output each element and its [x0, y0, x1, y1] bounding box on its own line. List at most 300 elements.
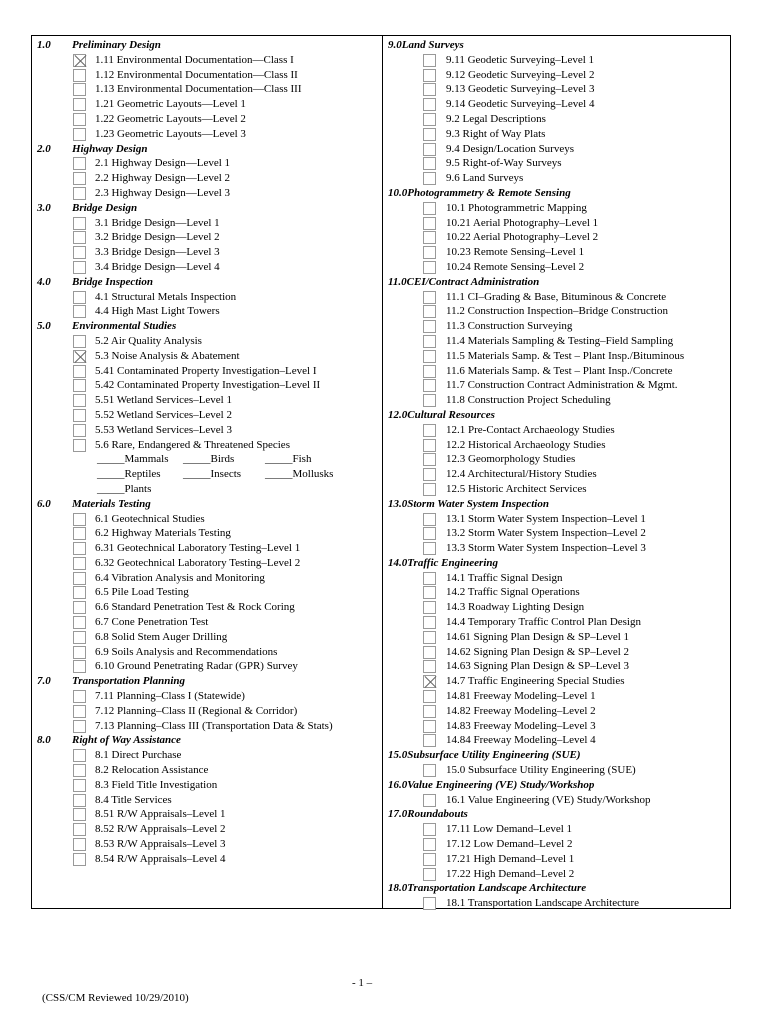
- checkbox-label: 11.6 Materials Samp. & Test – Plant Insp./Concrete: [446, 364, 673, 377]
- section-title: Traffic Engineering: [407, 556, 499, 569]
- section-number: 3.0: [37, 201, 51, 214]
- checkbox[interactable]: [73, 557, 86, 570]
- checkbox[interactable]: [73, 128, 86, 141]
- checkbox[interactable]: [73, 513, 86, 526]
- checkbox-label: 8.54 R/W Appraisals–Level 4: [95, 852, 226, 865]
- checkbox-label: 6.2 Highway Materials Testing: [95, 527, 231, 540]
- checkbox[interactable]: [423, 424, 436, 437]
- section-title: CEI/Contract Administration: [406, 275, 540, 288]
- checkbox[interactable]: [423, 320, 436, 333]
- section-heading: [37, 201, 377, 216]
- checkbox-label: 7.13 Planning–Class III (Transportation Data & Stats): [95, 719, 333, 732]
- checklist-item: [388, 393, 730, 408]
- checkbox[interactable]: [73, 542, 86, 555]
- checklist-item: [37, 97, 377, 112]
- column-divider: [382, 36, 383, 908]
- checklist-item: [37, 393, 377, 408]
- section-heading: [388, 748, 730, 763]
- checklist-item: [37, 230, 377, 245]
- checkbox[interactable]: [423, 690, 436, 703]
- checkbox[interactable]: [73, 749, 86, 762]
- checkbox-label: 11.7 Construction Contract Administration & Mgmt.: [446, 379, 678, 392]
- checkbox[interactable]: [423, 202, 436, 215]
- checkbox-label: 14.2 Traffic Signal Operations: [446, 586, 580, 599]
- species-blank-row: [37, 467, 377, 482]
- checklist-item: [388, 216, 730, 231]
- checkbox[interactable]: [423, 616, 436, 629]
- checklist-item: [37, 156, 377, 171]
- checkbox-label: 17.12 Low Demand–Level 2: [446, 838, 573, 851]
- checkbox[interactable]: [73, 157, 86, 170]
- section-title: Storm Water System Inspection: [407, 497, 549, 510]
- checkbox-label: 5.2 Air Quality Analysis: [95, 334, 202, 347]
- checklist-item: [37, 822, 377, 837]
- checkbox[interactable]: [423, 483, 436, 496]
- checkbox[interactable]: [73, 838, 86, 851]
- checkbox[interactable]: [73, 379, 86, 392]
- checkbox[interactable]: [73, 83, 86, 96]
- checkbox[interactable]: [423, 83, 436, 96]
- checkbox[interactable]: [73, 720, 86, 733]
- checklist-item: [37, 526, 377, 541]
- checkbox[interactable]: [423, 128, 436, 141]
- checkbox[interactable]: [423, 261, 436, 274]
- checkbox[interactable]: [73, 424, 86, 437]
- checkbox[interactable]: [73, 631, 86, 644]
- checklist-item: [388, 438, 730, 453]
- checklist-item: [37, 364, 377, 379]
- section-number: 15.0: [388, 749, 408, 762]
- checkbox[interactable]: [73, 187, 86, 200]
- checkbox[interactable]: [73, 705, 86, 718]
- checkbox-label: 11.2 Construction Inspection–Bridge Construction: [446, 305, 669, 318]
- checkbox-label: 7.11 Planning–Class I (Statewide): [95, 690, 245, 703]
- checklist-item: [37, 186, 377, 201]
- checkbox[interactable]: [73, 172, 86, 185]
- checklist-item: [37, 290, 377, 305]
- checkbox[interactable]: [73, 572, 86, 585]
- checkbox-label: 6.4 Vibration Analysis and Monitoring: [95, 571, 265, 584]
- review-note: (CSS/CM Reviewed 10/29/2010): [42, 992, 189, 1004]
- checkbox[interactable]: [423, 542, 436, 555]
- checklist-item: [388, 822, 730, 837]
- checkbox[interactable]: [73, 616, 86, 629]
- checkbox-label: 8.3 Field Title Investigation: [95, 778, 218, 791]
- checkbox[interactable]: [423, 98, 436, 111]
- checkbox-label: 15.0 Subsurface Utility Engineering (SUE): [446, 764, 636, 777]
- checkbox-label: 1.11 Environmental Documentation—Class I: [95, 53, 294, 66]
- checklist-item: [37, 689, 377, 704]
- checkbox[interactable]: [423, 527, 436, 540]
- checkbox-label: 18.1 Transportation Landscape Architecture: [446, 897, 640, 910]
- checkbox[interactable]: [73, 54, 86, 67]
- checkbox[interactable]: [73, 113, 86, 126]
- species-blank-field[interactable]: _____Birds: [183, 453, 235, 466]
- checkbox[interactable]: [73, 646, 86, 659]
- species-blank-field[interactable]: _____Reptiles: [97, 468, 161, 481]
- checkbox[interactable]: [73, 69, 86, 82]
- checklist-item: [37, 512, 377, 527]
- checkbox-label: 11.4 Materials Sampling & Testing–Field Sampling: [446, 334, 674, 347]
- section-number: 1.0: [37, 39, 51, 51]
- checkbox[interactable]: [423, 246, 436, 259]
- checkbox-label: 9.11 Geodetic Surveying–Level 1: [446, 53, 595, 66]
- checkbox[interactable]: [73, 365, 86, 378]
- checkbox[interactable]: [73, 98, 86, 111]
- species-blank-field[interactable]: _____Plants: [97, 482, 152, 495]
- checkbox-label: 1.13 Environmental Documentation—Class III: [95, 83, 302, 96]
- checkbox-label: 5.53 Wetland Services–Level 3: [95, 423, 232, 436]
- checkbox-label: 6.10 Ground Penetrating Radar (GPR) Survey: [95, 660, 298, 673]
- checkbox-label: 6.8 Solid Stem Auger Drilling: [95, 630, 228, 643]
- section-title: Subsurface Utility Engineering (SUE): [407, 749, 581, 762]
- checkbox-label: 9.14 Geodetic Surveying–Level 4: [446, 98, 595, 111]
- checkbox[interactable]: [423, 157, 436, 170]
- checkbox-label: 3.2 Bridge Design—Level 2: [95, 231, 220, 244]
- checkbox[interactable]: [423, 217, 436, 230]
- checklist-item: [37, 53, 377, 68]
- checkbox[interactable]: [423, 231, 436, 244]
- checkbox[interactable]: [423, 794, 436, 807]
- checkbox-label: 14.83 Freeway Modeling–Level 3: [446, 719, 596, 732]
- checklist-item: [388, 260, 730, 275]
- checkbox-label: 2.1 Highway Design—Level 1: [95, 157, 231, 170]
- checkbox-label: 9.4 Design/Location Surveys: [446, 142, 575, 155]
- checkbox[interactable]: [73, 527, 86, 540]
- checklist-item: [388, 82, 730, 97]
- checkbox-label: 17.22 High Demand–Level 2: [446, 867, 575, 880]
- checklist-item: [388, 467, 730, 482]
- checkbox[interactable]: [423, 113, 436, 126]
- checkbox[interactable]: [423, 675, 436, 688]
- checkbox[interactable]: [73, 808, 86, 821]
- checkbox-label: 11.3 Construction Surveying: [446, 320, 573, 333]
- checklist-item: [388, 837, 730, 852]
- checkbox[interactable]: [423, 350, 436, 363]
- section-number: 6.0: [37, 497, 51, 510]
- checklist-item: [37, 171, 377, 186]
- checkbox[interactable]: [423, 305, 436, 318]
- checklist-item: [37, 659, 377, 674]
- checkbox-label: 13.2 Storm Water System Inspection–Level 2: [446, 527, 646, 540]
- section-title: Right of Way Assistance: [72, 734, 181, 747]
- checklist-item: [388, 645, 730, 660]
- checkbox-label: 5.3 Noise Analysis & Abatement: [95, 349, 240, 362]
- checkbox-label: 17.11 Low Demand–Level 1: [446, 823, 573, 836]
- checkbox-label: 10.21 Aerial Photography–Level 1: [446, 216, 599, 229]
- checkbox[interactable]: [423, 897, 436, 910]
- checklist-item: [37, 112, 377, 127]
- checklist-item: [37, 837, 377, 852]
- checkbox[interactable]: [423, 291, 436, 304]
- checkbox-label: 6.1 Geotechnical Studies: [95, 512, 205, 525]
- section-title: Environmental Studies: [72, 320, 177, 333]
- checkbox-label: 12.1 Pre-Contact Archaeology Studies: [446, 423, 615, 436]
- checkbox[interactable]: [73, 261, 86, 274]
- checklist-item: [37, 378, 377, 393]
- checklist-item: [37, 349, 377, 364]
- checkbox-label: 12.5 Historic Architect Services: [446, 482, 587, 495]
- checkbox-label: 5.51 Wetland Services–Level 1: [95, 394, 232, 407]
- checkbox-label: 9.5 Right-of-Way Surveys: [446, 157, 562, 170]
- checkbox[interactable]: [423, 453, 436, 466]
- checklist-item: [388, 482, 730, 497]
- checklist-item: [388, 156, 730, 171]
- checkbox-label: 8.2 Relocation Assistance: [95, 764, 209, 777]
- checklist-item: [388, 585, 730, 600]
- checklist-item: [388, 719, 730, 734]
- checkbox-label: 9.3 Right of Way Plats: [446, 127, 546, 140]
- checkbox-label: 13.3 Storm Water System Inspection–Level 3: [446, 542, 646, 555]
- species-blank-field[interactable]: _____Mammals: [97, 453, 169, 466]
- checkbox[interactable]: [423, 69, 436, 82]
- section-heading: [388, 778, 730, 793]
- checkbox[interactable]: [423, 734, 436, 747]
- checkbox-label: 6.7 Cone Penetration Test: [95, 616, 209, 629]
- species-blank-row: [37, 452, 377, 467]
- checkbox[interactable]: [423, 143, 436, 156]
- checkbox-label: 3.1 Bridge Design—Level 1: [95, 216, 220, 229]
- checkbox[interactable]: [73, 394, 86, 407]
- checkbox[interactable]: [423, 660, 436, 673]
- section-number: 9.0: [388, 39, 402, 51]
- checkbox-label: 9.2 Legal Descriptions: [446, 112, 546, 125]
- checkbox[interactable]: [73, 350, 86, 363]
- checklist-item: [37, 245, 377, 260]
- section-title: Cultural Resources: [407, 408, 495, 421]
- checkbox[interactable]: [73, 690, 86, 703]
- checkbox-label: 10.22 Aerial Photography–Level 2: [446, 231, 599, 244]
- checklist-item: [37, 571, 377, 586]
- checkbox-label: 5.42 Contaminated Property Investigation–Level II: [95, 379, 321, 392]
- species-blank-row: [37, 482, 377, 497]
- checkbox[interactable]: [423, 379, 436, 392]
- section-number: 18.0: [388, 882, 408, 895]
- checkbox[interactable]: [423, 54, 436, 67]
- checkbox-label: 6.31 Geotechnical Laboratory Testing–Level 1: [95, 542, 301, 555]
- checkbox-label: 10.24 Remote Sensing–Level 2: [446, 260, 585, 273]
- checkbox-label: 5.52 Wetland Services–Level 2: [95, 408, 232, 421]
- checklist-item: [37, 68, 377, 83]
- checklist-item: [388, 512, 730, 527]
- checklist-item: [388, 68, 730, 83]
- section-number: 8.0: [37, 734, 51, 747]
- checklist-item: [388, 201, 730, 216]
- checkbox-label: 8.1 Direct Purchase: [95, 749, 182, 762]
- checklist-item: [37, 82, 377, 97]
- checklist-item: [388, 319, 730, 334]
- checkbox[interactable]: [73, 335, 86, 348]
- section-heading: [388, 497, 730, 512]
- checklist-item: [37, 556, 377, 571]
- checkbox-label: 12.4 Architectural/History Studies: [446, 468, 597, 481]
- checkbox-label: 14.62 Signing Plan Design & SP–Level 2: [446, 645, 630, 658]
- checkbox-label: 14.63 Signing Plan Design & SP–Level 3: [446, 660, 630, 673]
- section-heading: [37, 319, 377, 334]
- checklist-item: [388, 112, 730, 127]
- checkbox[interactable]: [423, 646, 436, 659]
- section-title: Preliminary Design: [72, 39, 161, 51]
- checklist-item: [37, 600, 377, 615]
- checklist-item: [388, 689, 730, 704]
- qualification-form-table: [31, 35, 731, 909]
- section-title: Highway Design: [72, 142, 148, 155]
- checkbox-label: 5.6 Rare, Endangered & Threatened Species: [95, 438, 290, 451]
- checkbox[interactable]: [423, 823, 436, 836]
- checkbox[interactable]: [423, 468, 436, 481]
- checkbox-label: 4.1 Structural Metals Inspection: [95, 290, 237, 303]
- checkbox[interactable]: [423, 513, 436, 526]
- checklist-item: [388, 171, 730, 186]
- checkbox-label: 4.4 High Mast Light Towers: [95, 305, 220, 318]
- checklist-item: [388, 704, 730, 719]
- checkbox-label: 1.12 Environmental Documentation—Class II: [95, 68, 298, 81]
- section-heading: [388, 556, 730, 571]
- checkbox[interactable]: [423, 572, 436, 585]
- checklist-item: [388, 334, 730, 349]
- checkbox-label: 11.8 Construction Project Scheduling: [446, 394, 611, 407]
- checklist-item: [388, 659, 730, 674]
- checkbox[interactable]: [73, 586, 86, 599]
- checklist-item: [388, 733, 730, 748]
- checkbox[interactable]: [73, 291, 86, 304]
- checkbox-label: 12.3 Geomorphology Studies: [446, 453, 576, 466]
- checkbox[interactable]: [73, 853, 86, 866]
- section-title: Materials Testing: [72, 497, 151, 510]
- section-number: 12.0: [388, 408, 408, 421]
- checkbox-label: 14.3 Roadway Lighting Design: [446, 601, 585, 614]
- section-number: 10.0: [388, 186, 408, 199]
- checkbox-label: 13.1 Storm Water System Inspection–Level 1: [446, 512, 646, 525]
- checkbox[interactable]: [423, 853, 436, 866]
- checkbox[interactable]: [73, 779, 86, 792]
- checklist-item: [37, 127, 377, 142]
- species-blank-field[interactable]: _____Insects: [183, 468, 242, 481]
- checkbox[interactable]: [73, 231, 86, 244]
- checklist-item: [37, 719, 377, 734]
- checkbox-label: 8.4 Title Services: [95, 793, 172, 806]
- checkbox-label: 1.23 Geometric Layouts—Level 3: [95, 127, 246, 140]
- section-heading: [37, 733, 377, 748]
- checkbox[interactable]: [73, 217, 86, 230]
- section-title: Bridge Design: [72, 201, 138, 214]
- checkbox[interactable]: [423, 601, 436, 614]
- section-heading: [37, 275, 377, 290]
- checkbox[interactable]: [423, 705, 436, 718]
- checklist-item: [37, 778, 377, 793]
- checklist-item: [388, 674, 730, 689]
- checkbox-label: 14.84 Freeway Modeling–Level 4: [446, 734, 596, 747]
- checkbox-label: 6.32 Geotechnical Laboratory Testing–Level 2: [95, 556, 301, 569]
- checkbox[interactable]: [73, 305, 86, 318]
- checklist-item: [388, 245, 730, 260]
- section-number: 14.0: [388, 556, 408, 569]
- checkbox[interactable]: [73, 439, 86, 452]
- checkbox[interactable]: [73, 764, 86, 777]
- checkbox[interactable]: [423, 439, 436, 452]
- checkbox-label: 9.13 Geodetic Surveying–Level 3: [446, 83, 595, 96]
- checkbox-label: 12.2 Historical Archaeology Studies: [446, 438, 606, 451]
- checkbox[interactable]: [423, 172, 436, 185]
- section-heading: [388, 186, 730, 201]
- checklist-item: [388, 452, 730, 467]
- checkbox-label: 14.82 Freeway Modeling–Level 2: [446, 704, 596, 717]
- checkbox[interactable]: [73, 601, 86, 614]
- checklist-item: [388, 541, 730, 556]
- section-heading: [37, 142, 377, 157]
- checklist-item: [37, 585, 377, 600]
- checkbox-label: 8.52 R/W Appraisals–Level 2: [95, 823, 226, 836]
- checklist-item: [37, 793, 377, 808]
- checkbox-label: 1.21 Geometric Layouts—Level 1: [95, 98, 246, 111]
- checklist-item: [37, 852, 377, 867]
- section-title: Photogrammetry & Remote Sensing: [407, 186, 571, 199]
- checkbox[interactable]: [423, 631, 436, 644]
- checkbox[interactable]: [423, 394, 436, 407]
- checklist-item: [388, 127, 730, 142]
- checkbox[interactable]: [423, 720, 436, 733]
- right-column: [388, 38, 730, 911]
- checkbox-label: 8.51 R/W Appraisals–Level 1: [95, 808, 226, 821]
- checkbox[interactable]: [73, 823, 86, 836]
- checkbox-label: 9.6 Land Surveys: [446, 172, 524, 185]
- checklist-item: [388, 526, 730, 541]
- checkbox[interactable]: [423, 335, 436, 348]
- section-number: 4.0: [37, 275, 51, 288]
- checklist-item: [388, 423, 730, 438]
- checkbox-label: 9.12 Geodetic Surveying–Level 2: [446, 68, 595, 81]
- checkbox-label: 11.5 Materials Samp. & Test – Plant Insp./Bituminous: [446, 349, 685, 362]
- checkbox-label: 14.81 Freeway Modeling–Level 1: [446, 690, 596, 703]
- page-number: - 1 –: [352, 977, 373, 989]
- section-number: 2.0: [37, 142, 51, 155]
- checklist-item: [37, 807, 377, 822]
- section-number: 17.0: [388, 808, 408, 821]
- checkbox[interactable]: [73, 246, 86, 259]
- checkbox[interactable]: [423, 365, 436, 378]
- section-heading: [388, 275, 730, 290]
- checklist-item: [37, 216, 377, 231]
- checklist-item: [37, 304, 377, 319]
- section-title: Value Engineering (VE) Study/Workshop: [407, 778, 595, 791]
- checklist-item: [37, 541, 377, 556]
- checklist-item: [388, 142, 730, 157]
- checklist-item: [388, 600, 730, 615]
- section-number: 5.0: [37, 320, 51, 333]
- section-heading: [37, 674, 377, 689]
- checkbox[interactable]: [73, 409, 86, 422]
- checkbox[interactable]: [423, 764, 436, 777]
- section-heading: [388, 807, 730, 822]
- checkbox-label: 11.1 CI–Grading & Base, Bituminous & Concrete: [446, 290, 667, 303]
- checkbox[interactable]: [423, 838, 436, 851]
- checkbox[interactable]: [423, 868, 436, 881]
- checkbox-label: 14.1 Traffic Signal Design: [446, 571, 563, 584]
- checkbox-label: 6.5 Pile Load Testing: [95, 586, 189, 599]
- species-blank-field[interactable]: _____Mollusks: [265, 468, 334, 481]
- checkbox[interactable]: [73, 794, 86, 807]
- section-title: Transportation Landscape Architecture: [407, 882, 587, 895]
- section-title: Land Surveys: [401, 39, 464, 51]
- section-number: 11.0: [388, 275, 407, 288]
- checkbox[interactable]: [423, 586, 436, 599]
- checklist-item: [37, 260, 377, 275]
- checkbox-label: 10.23 Remote Sensing–Level 1: [446, 246, 585, 259]
- species-blank-field[interactable]: _____Fish: [265, 453, 312, 466]
- checklist-item: [388, 763, 730, 778]
- checkbox-label: 16.1 Value Engineering (VE) Study/Workshop: [446, 793, 651, 806]
- checkbox[interactable]: [73, 660, 86, 673]
